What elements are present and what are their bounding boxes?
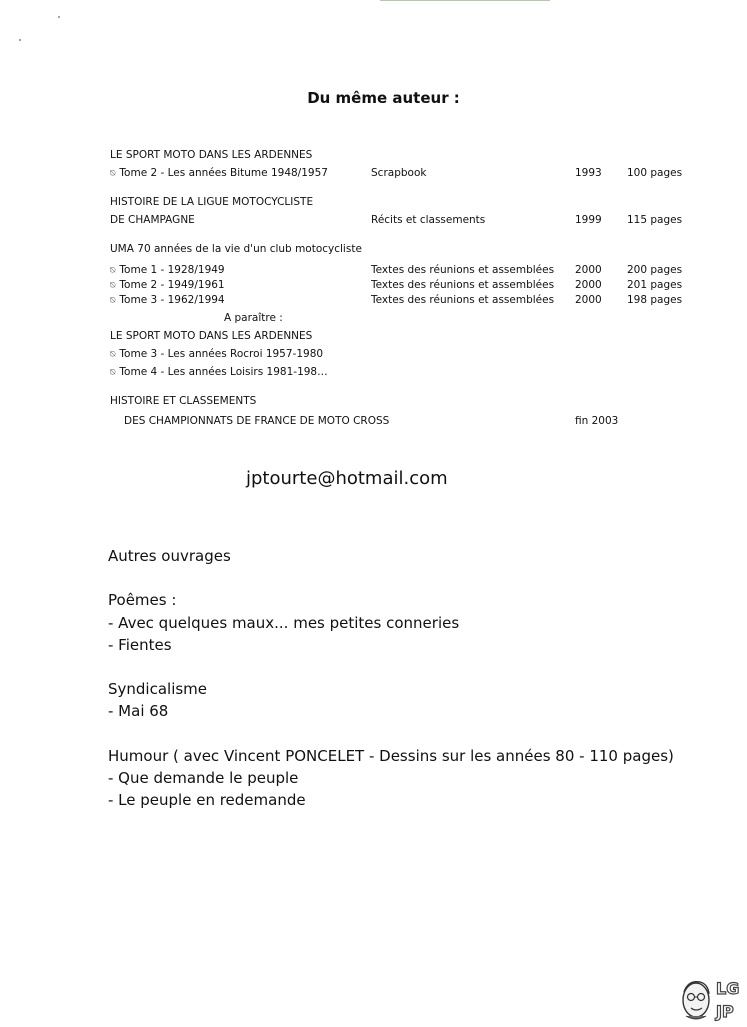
book-pages: 100 pages: [627, 167, 683, 179]
tome-label: ⍉ Tome 3 - Les années Rocroi 1957-1980: [110, 348, 324, 360]
tag-icon: ⍉: [110, 266, 116, 276]
tome-label: ⍉ Tome 4 - Les années Loisirs 1981-198…: [110, 366, 328, 378]
book-pages: 198 pages: [627, 294, 683, 306]
book-title: LE SPORT MOTO DANS LES ARDENNES: [110, 330, 313, 342]
tag-icon: ⍉: [110, 296, 116, 306]
book-year: 1999: [575, 214, 602, 226]
list-item: - Fientes: [108, 635, 172, 654]
svg-text:JP: JP: [716, 1002, 734, 1021]
book-entry: [110, 264, 690, 279]
other-works: [108, 545, 674, 812]
book-year: 2000: [575, 294, 602, 306]
book-heading: [110, 149, 690, 164]
top-edge-line: [380, 0, 550, 1]
author-email: jptourte@hotmail.com: [246, 468, 448, 489]
book-year: 2000: [575, 264, 602, 276]
svg-text:LG: LG: [716, 979, 740, 998]
book-title: LE SPORT MOTO DANS LES ARDENNES: [110, 149, 313, 161]
book-heading: [110, 196, 690, 211]
poems-heading: Poêmes :: [108, 591, 177, 610]
book-year: 2000: [575, 279, 602, 291]
book-title: UMA 70 années de la vie d'un club motocycliste: [110, 243, 362, 255]
book-title: HISTOIRE DE LA LIGUE MOTOCYCLISTE: [110, 196, 314, 208]
scan-speck: [19, 39, 21, 41]
tag-icon: ⍉: [110, 350, 116, 360]
other-works-heading: Autres ouvrages: [108, 547, 231, 565]
tag-icon: ⍉: [110, 169, 116, 179]
book-entry: [110, 294, 690, 309]
list-item: - Mai 68: [108, 702, 169, 721]
book-title-cont: DE CHAMPAGNE: [110, 214, 195, 226]
caricature-face-icon: [676, 972, 742, 1024]
book-kind: Textes des réunions et assemblées: [371, 294, 555, 306]
book-entry: [110, 366, 690, 381]
syndicalism-heading: Syndicalisme: [108, 680, 208, 699]
scan-speck: [58, 16, 60, 18]
book-kind: Récits et classements: [371, 214, 486, 226]
book-entry: [110, 279, 690, 294]
tag-icon: ⍉: [110, 281, 116, 291]
tome-label: ⍉ Tome 2 - Les années Bitume 1948/1957: [110, 167, 328, 179]
book-entry: [110, 415, 690, 430]
tome-label: ⍉ Tome 1 - 1928/1949: [110, 264, 225, 276]
book-kind: Textes des réunions et assemblées: [371, 264, 555, 276]
upcoming-label-line: [110, 312, 690, 327]
list-item: - Le peuple en redemande: [108, 791, 306, 810]
book-kind: Scrapbook: [371, 167, 427, 179]
book-year: 1993: [575, 167, 602, 179]
book-heading: [110, 330, 690, 345]
book-title: HISTOIRE ET CLASSEMENTS: [110, 395, 257, 407]
book-kind: Textes des réunions et assemblées: [371, 279, 555, 291]
book-pages: 200 pages: [627, 264, 683, 276]
book-title-cont: DES CHAMPIONNATS DE FRANCE DE MOTO CROSS: [124, 415, 390, 427]
tome-label: ⍉ Tome 2 - 1949/1961: [110, 279, 225, 291]
list-item: - Avec quelques maux... mes petites conneries: [108, 613, 460, 632]
book-year: fin 2003: [575, 415, 619, 427]
humour-heading: Humour ( avec Vincent PONCELET - Dessins sur les années 80 - 110 pages): [108, 746, 674, 765]
book-pages: 115 pages: [627, 214, 683, 226]
upcoming-label: A paraître :: [224, 312, 283, 324]
tag-icon: ⍉: [110, 368, 116, 378]
page-title: Du même auteur :: [307, 89, 460, 107]
book-entry: [110, 214, 690, 229]
book-heading: [110, 243, 690, 258]
tome-label: ⍉ Tome 3 - 1962/1994: [110, 294, 225, 306]
book-entry: [110, 348, 690, 363]
book-heading: [110, 395, 690, 410]
book-entry: [110, 167, 690, 182]
list-item: - Que demande le peuple: [108, 769, 299, 788]
book-pages: 201 pages: [627, 279, 683, 291]
